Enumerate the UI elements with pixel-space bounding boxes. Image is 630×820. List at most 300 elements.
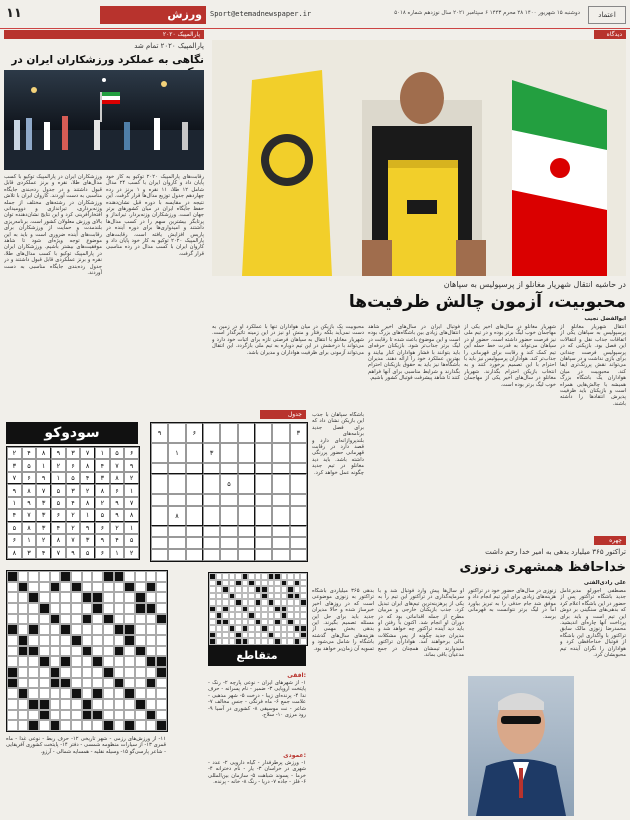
crossword-cell[interactable] [135, 720, 146, 731]
crossword-cell[interactable] [39, 720, 50, 731]
crossword-cell[interactable] [135, 603, 146, 614]
sudoku-cell[interactable] [151, 443, 168, 463]
crossword-cell[interactable] [146, 710, 157, 721]
crossword-cell[interactable] [71, 635, 82, 646]
crossword-cell[interactable] [103, 582, 114, 593]
crossword-cell[interactable] [7, 571, 18, 582]
crossword-cell[interactable] [39, 646, 50, 657]
sudoku-cell[interactable] [151, 537, 168, 549]
crossword-cell[interactable] [146, 699, 157, 710]
crossword-cell[interactable] [60, 635, 71, 646]
crossword-cell[interactable] [50, 635, 61, 646]
crossword-grid[interactable] [6, 570, 168, 732]
sudoku-cell[interactable] [203, 423, 220, 443]
crossword-cell[interactable] [28, 688, 39, 699]
crossword-cell[interactable] [39, 624, 50, 635]
sudoku-cell[interactable] [220, 549, 237, 561]
sudoku-cell[interactable] [238, 506, 255, 526]
sudoku-cell[interactable] [220, 494, 237, 506]
crossword-cell[interactable] [156, 678, 167, 689]
crossword-cell[interactable] [60, 646, 71, 657]
sudoku-cell[interactable] [186, 494, 203, 506]
sudoku-cell[interactable] [203, 463, 220, 475]
sudoku-cell[interactable] [255, 443, 272, 463]
sudoku-cell[interactable] [290, 537, 307, 549]
crossword-cell[interactable] [71, 710, 82, 721]
section-email[interactable]: Sport@etemadnewspaper.ir [210, 10, 312, 18]
crossword-cell[interactable] [114, 571, 125, 582]
crossword-cell[interactable] [146, 667, 157, 678]
crossword-cell[interactable] [156, 720, 167, 731]
sudoku-cell[interactable] [238, 549, 255, 561]
crossword-cell[interactable] [7, 656, 18, 667]
sudoku-cell[interactable] [272, 474, 289, 494]
crossword-cell[interactable] [39, 571, 50, 582]
sudoku-cell[interactable] [151, 526, 168, 538]
sudoku-cell[interactable] [272, 494, 289, 506]
crossword-cell[interactable] [60, 667, 71, 678]
crossword-cell[interactable] [28, 678, 39, 689]
crossword-cell[interactable] [135, 582, 146, 593]
crossword-cell[interactable] [82, 571, 93, 582]
crossword-cell[interactable] [103, 614, 114, 625]
crossword-cell[interactable] [28, 614, 39, 625]
crossword-cell[interactable] [18, 667, 29, 678]
sudoku-cell[interactable] [290, 443, 307, 463]
crossword-cell[interactable] [135, 688, 146, 699]
crossword-cell[interactable] [114, 699, 125, 710]
crossword-cell[interactable] [60, 614, 71, 625]
sudoku-cell[interactable]: ۶ [186, 423, 203, 443]
crossword-cell[interactable] [50, 678, 61, 689]
crossword-cell[interactable] [82, 656, 93, 667]
crossword-cell[interactable] [28, 710, 39, 721]
crossword-cell[interactable] [60, 720, 71, 731]
crossword-cell[interactable] [28, 699, 39, 710]
crossword-cell[interactable] [50, 688, 61, 699]
crossword-cell[interactable] [60, 603, 71, 614]
crossword-cell[interactable] [18, 582, 29, 593]
sudoku-cell[interactable] [238, 526, 255, 538]
crossword-cell[interactable] [82, 688, 93, 699]
sudoku-cell[interactable]: ۵ [220, 474, 237, 494]
crossword-cell[interactable] [82, 710, 93, 721]
crossword-cell[interactable] [71, 678, 82, 689]
sudoku-cell[interactable] [272, 537, 289, 549]
sudoku-cell[interactable] [272, 423, 289, 443]
crossword-cell[interactable] [156, 571, 167, 582]
crossword-cell[interactable] [71, 656, 82, 667]
crossword-cell[interactable] [71, 571, 82, 582]
crossword-cell[interactable] [7, 646, 18, 657]
crossword-cell[interactable] [71, 624, 82, 635]
crossword-cell[interactable] [135, 571, 146, 582]
crossword-cell[interactable] [103, 678, 114, 689]
sudoku-cell[interactable] [220, 423, 237, 443]
sudoku-cell[interactable] [220, 443, 237, 463]
crossword-cell[interactable] [103, 720, 114, 731]
crossword-cell[interactable] [71, 592, 82, 603]
sudoku-cell[interactable] [186, 474, 203, 494]
crossword-cell[interactable] [124, 656, 135, 667]
crossword-cell[interactable] [39, 699, 50, 710]
crossword-cell[interactable] [50, 656, 61, 667]
sudoku-cell[interactable] [290, 474, 307, 494]
sudoku-cell[interactable] [220, 526, 237, 538]
crossword-cell[interactable] [92, 678, 103, 689]
sudoku-cell[interactable]: ۳ [290, 423, 307, 443]
crossword-cell[interactable] [156, 656, 167, 667]
crossword-cell[interactable] [28, 720, 39, 731]
crossword-cell[interactable] [28, 571, 39, 582]
crossword-cell[interactable] [28, 603, 39, 614]
crossword-cell[interactable] [156, 592, 167, 603]
sudoku-cell[interactable] [186, 526, 203, 538]
crossword-cell[interactable] [50, 667, 61, 678]
crossword-cell[interactable] [28, 635, 39, 646]
crossword-cell[interactable] [39, 710, 50, 721]
crossword-cell[interactable] [92, 656, 103, 667]
crossword-cell[interactable] [82, 603, 93, 614]
crossword-cell[interactable] [124, 592, 135, 603]
crossword-cell[interactable] [39, 688, 50, 699]
crossword-cell[interactable] [50, 614, 61, 625]
sudoku-cell[interactable] [255, 537, 272, 549]
crossword-cell[interactable] [71, 667, 82, 678]
crossword-cell[interactable] [7, 582, 18, 593]
sudoku-cell[interactable]: ۹ [151, 423, 168, 443]
crossword-cell[interactable] [124, 571, 135, 582]
sudoku-cell[interactable]: ۱ [168, 443, 185, 463]
sudoku-cell[interactable] [272, 443, 289, 463]
crossword-cell[interactable] [71, 614, 82, 625]
crossword-cell[interactable] [92, 720, 103, 731]
sudoku-cell[interactable] [168, 549, 185, 561]
sudoku-cell[interactable] [186, 537, 203, 549]
crossword-cell[interactable] [114, 582, 125, 593]
sudoku-cell[interactable] [290, 463, 307, 475]
sudoku-puzzle-grid[interactable] [150, 422, 308, 562]
crossword-cell[interactable] [28, 646, 39, 657]
crossword-cell[interactable] [82, 667, 93, 678]
crossword-cell[interactable] [18, 646, 29, 657]
crossword-cell[interactable] [103, 571, 114, 582]
crossword-cell[interactable] [146, 624, 157, 635]
crossword-cell[interactable] [103, 624, 114, 635]
sudoku-cell[interactable] [255, 463, 272, 475]
crossword-cell[interactable] [146, 720, 157, 731]
crossword-cell[interactable] [7, 667, 18, 678]
crossword-cell[interactable] [18, 710, 29, 721]
sudoku-cell[interactable] [290, 526, 307, 538]
crossword-cell[interactable] [135, 624, 146, 635]
crossword-cell[interactable] [39, 635, 50, 646]
crossword-cell[interactable] [39, 614, 50, 625]
sudoku-cell[interactable] [238, 443, 255, 463]
crossword-cell[interactable] [92, 624, 103, 635]
sudoku-cell[interactable] [151, 474, 168, 494]
crossword-cell[interactable] [92, 603, 103, 614]
crossword-cell[interactable] [71, 688, 82, 699]
crossword-cell[interactable] [50, 582, 61, 593]
sudoku-cell[interactable] [186, 443, 203, 463]
sudoku-cell[interactable] [272, 526, 289, 538]
crossword-cell[interactable] [156, 699, 167, 710]
crossword-cell[interactable] [7, 635, 18, 646]
sudoku-cell[interactable] [186, 463, 203, 475]
crossword-cell[interactable] [124, 624, 135, 635]
crossword-cell[interactable] [146, 614, 157, 625]
sudoku-cell[interactable] [255, 474, 272, 494]
crossword-cell[interactable] [124, 720, 135, 731]
crossword-cell[interactable] [7, 624, 18, 635]
crossword-cell[interactable] [146, 656, 157, 667]
sudoku-cell[interactable] [220, 506, 237, 526]
crossword-cell[interactable] [124, 688, 135, 699]
crossword-cell[interactable] [114, 710, 125, 721]
crossword-cell[interactable] [7, 678, 18, 689]
crossword-cell[interactable] [114, 635, 125, 646]
crossword-cell[interactable] [18, 678, 29, 689]
crossword-cell[interactable] [50, 603, 61, 614]
crossword-cell[interactable] [18, 614, 29, 625]
crossword-cell[interactable] [103, 667, 114, 678]
crossword-cell[interactable] [146, 678, 157, 689]
crossword-cell[interactable] [60, 571, 71, 582]
crossword-cell[interactable] [18, 571, 29, 582]
sudoku-cell[interactable] [255, 506, 272, 526]
crossword-cell[interactable] [146, 571, 157, 582]
crossword-cell[interactable] [156, 582, 167, 593]
crossword-cell[interactable] [103, 592, 114, 603]
sudoku-cell[interactable] [220, 537, 237, 549]
crossword-cell[interactable] [71, 699, 82, 710]
crossword-cell[interactable] [39, 592, 50, 603]
sudoku-cell[interactable] [238, 423, 255, 443]
crossword-cell[interactable] [60, 624, 71, 635]
crossword-cell[interactable] [50, 699, 61, 710]
crossword-cell[interactable] [146, 603, 157, 614]
crossword-cell[interactable] [50, 571, 61, 582]
crossword-cell[interactable] [28, 624, 39, 635]
crossword-cell[interactable] [124, 603, 135, 614]
crossword-cell[interactable] [60, 710, 71, 721]
crossword-cell[interactable] [156, 667, 167, 678]
crossword-cell[interactable] [92, 614, 103, 625]
sudoku-cell[interactable] [186, 549, 203, 561]
crossword-cell[interactable] [92, 699, 103, 710]
sudoku-cell[interactable] [203, 506, 220, 526]
sudoku-cell[interactable] [203, 474, 220, 494]
crossword-cell[interactable] [124, 614, 135, 625]
sudoku-cell[interactable] [168, 474, 185, 494]
crossword-cell[interactable] [71, 646, 82, 657]
crossword-cell[interactable] [71, 582, 82, 593]
crossword-cell[interactable] [60, 582, 71, 593]
crossword-cell[interactable] [18, 624, 29, 635]
sudoku-cell[interactable] [151, 494, 168, 506]
crossword-cell[interactable] [146, 646, 157, 657]
crossword-cell[interactable] [28, 592, 39, 603]
crossword-cell[interactable] [92, 582, 103, 593]
crossword-cell[interactable] [50, 592, 61, 603]
crossword-cell[interactable] [60, 699, 71, 710]
sudoku-cell[interactable]: ۸ [168, 506, 185, 526]
crossword-cell[interactable] [124, 635, 135, 646]
crossword-cell[interactable] [60, 688, 71, 699]
crossword-cell[interactable] [71, 720, 82, 731]
crossword-cell[interactable] [124, 646, 135, 657]
sudoku-cell[interactable] [255, 549, 272, 561]
crossword-cell[interactable] [135, 699, 146, 710]
sudoku-cell[interactable] [203, 526, 220, 538]
crossword-cell[interactable] [103, 699, 114, 710]
crossword-cell[interactable] [18, 656, 29, 667]
crossword-cell[interactable] [146, 635, 157, 646]
crossword-cell[interactable] [135, 667, 146, 678]
crossword-cell[interactable] [135, 614, 146, 625]
sudoku-cell[interactable] [272, 506, 289, 526]
crossword-cell[interactable] [124, 667, 135, 678]
crossword-cell[interactable] [135, 646, 146, 657]
sudoku-cell[interactable] [168, 537, 185, 549]
crossword-cell[interactable] [7, 603, 18, 614]
crossword-cell[interactable] [135, 592, 146, 603]
sudoku-cell[interactable] [203, 537, 220, 549]
crossword-cell[interactable] [146, 688, 157, 699]
sudoku-cell[interactable] [151, 549, 168, 561]
crossword-cell[interactable] [103, 688, 114, 699]
crossword-cell[interactable] [114, 603, 125, 614]
crossword-cell[interactable] [60, 656, 71, 667]
crossword-cell[interactable] [7, 592, 18, 603]
crossword-cell[interactable] [92, 592, 103, 603]
crossword-cell[interactable] [82, 624, 93, 635]
crossword-cell[interactable] [135, 710, 146, 721]
crossword-cell[interactable] [82, 720, 93, 731]
crossword-cell[interactable] [50, 720, 61, 731]
crossword-cell[interactable] [82, 646, 93, 657]
crossword-cell[interactable] [7, 614, 18, 625]
crossword-cell[interactable] [50, 646, 61, 657]
sudoku-cell[interactable] [203, 494, 220, 506]
crossword-cell[interactable] [92, 667, 103, 678]
crossword-cell[interactable] [39, 656, 50, 667]
crossword-cell[interactable] [50, 624, 61, 635]
crossword-cell[interactable] [39, 678, 50, 689]
sudoku-cell[interactable] [238, 537, 255, 549]
sudoku-cell[interactable] [238, 474, 255, 494]
sudoku-cell[interactable] [203, 549, 220, 561]
sudoku-cell[interactable] [168, 423, 185, 443]
crossword-cell[interactable] [156, 603, 167, 614]
crossword-cell[interactable] [7, 710, 18, 721]
crossword-cell[interactable] [28, 667, 39, 678]
crossword-cell[interactable] [39, 667, 50, 678]
crossword-cell[interactable] [7, 688, 18, 699]
sudoku-cell[interactable] [255, 494, 272, 506]
sudoku-cell[interactable] [290, 549, 307, 561]
crossword-cell[interactable] [156, 624, 167, 635]
sudoku-cell[interactable] [168, 526, 185, 538]
crossword-cell[interactable] [103, 710, 114, 721]
crossword-cell[interactable] [18, 635, 29, 646]
crossword-cell[interactable] [50, 710, 61, 721]
crossword-cell[interactable] [28, 582, 39, 593]
crossword-cell[interactable] [92, 710, 103, 721]
crossword-cell[interactable] [28, 656, 39, 667]
sudoku-cell[interactable] [186, 506, 203, 526]
crossword-cell[interactable] [82, 699, 93, 710]
crossword-cell[interactable] [82, 592, 93, 603]
crossword-cell[interactable] [114, 646, 125, 657]
crossword-cell[interactable] [39, 603, 50, 614]
sudoku-cell[interactable] [272, 549, 289, 561]
sudoku-cell[interactable] [272, 463, 289, 475]
crossword-cell[interactable] [146, 582, 157, 593]
crossword-cell[interactable] [18, 699, 29, 710]
crossword-cell[interactable] [135, 635, 146, 646]
crossword-cell[interactable] [156, 646, 167, 657]
crossword-cell[interactable] [156, 710, 167, 721]
sudoku-cell[interactable]: ۳ [203, 443, 220, 463]
crossword-cell[interactable] [82, 614, 93, 625]
crossword-cell[interactable] [92, 646, 103, 657]
sudoku-cell[interactable] [238, 494, 255, 506]
crossword-cell[interactable] [82, 635, 93, 646]
sudoku-cell[interactable] [238, 463, 255, 475]
crossword-cell[interactable] [156, 688, 167, 699]
crossword-cell[interactable] [124, 678, 135, 689]
crossword-cell[interactable] [156, 614, 167, 625]
sudoku-cell[interactable] [290, 506, 307, 526]
crossword-cell[interactable] [124, 582, 135, 593]
crossword-cell[interactable] [103, 646, 114, 657]
crossword-cell[interactable] [18, 720, 29, 731]
crossword-cell[interactable] [103, 635, 114, 646]
sudoku-cell[interactable] [168, 463, 185, 475]
crossword-cell[interactable] [7, 720, 18, 731]
crossword-cell[interactable] [114, 667, 125, 678]
crossword-cell[interactable] [92, 688, 103, 699]
crossword-cell[interactable] [146, 592, 157, 603]
sudoku-cell[interactable] [255, 423, 272, 443]
crossword-cell[interactable] [124, 699, 135, 710]
crossword-cell[interactable] [156, 635, 167, 646]
sudoku-cell[interactable] [151, 506, 168, 526]
crossword-cell[interactable] [82, 678, 93, 689]
crossword-cell[interactable] [92, 635, 103, 646]
crossword-cell[interactable] [114, 656, 125, 667]
crossword-cell[interactable] [92, 571, 103, 582]
sudoku-cell[interactable] [290, 494, 307, 506]
crossword-cell[interactable] [135, 656, 146, 667]
crossword-cell[interactable] [60, 678, 71, 689]
sudoku-cell[interactable] [220, 463, 237, 475]
crossword-cell[interactable] [114, 592, 125, 603]
crossword-cell[interactable] [18, 603, 29, 614]
crossword-cell[interactable] [103, 656, 114, 667]
sudoku-cell[interactable] [151, 463, 168, 475]
crossword-cell[interactable] [114, 688, 125, 699]
crossword-cell[interactable] [135, 678, 146, 689]
crossword-cell[interactable] [82, 582, 93, 593]
crossword-cell[interactable] [114, 720, 125, 731]
crossword-cell[interactable] [60, 592, 71, 603]
crossword-cell[interactable] [103, 603, 114, 614]
crossword-cell[interactable] [114, 614, 125, 625]
sudoku-cell[interactable] [255, 526, 272, 538]
